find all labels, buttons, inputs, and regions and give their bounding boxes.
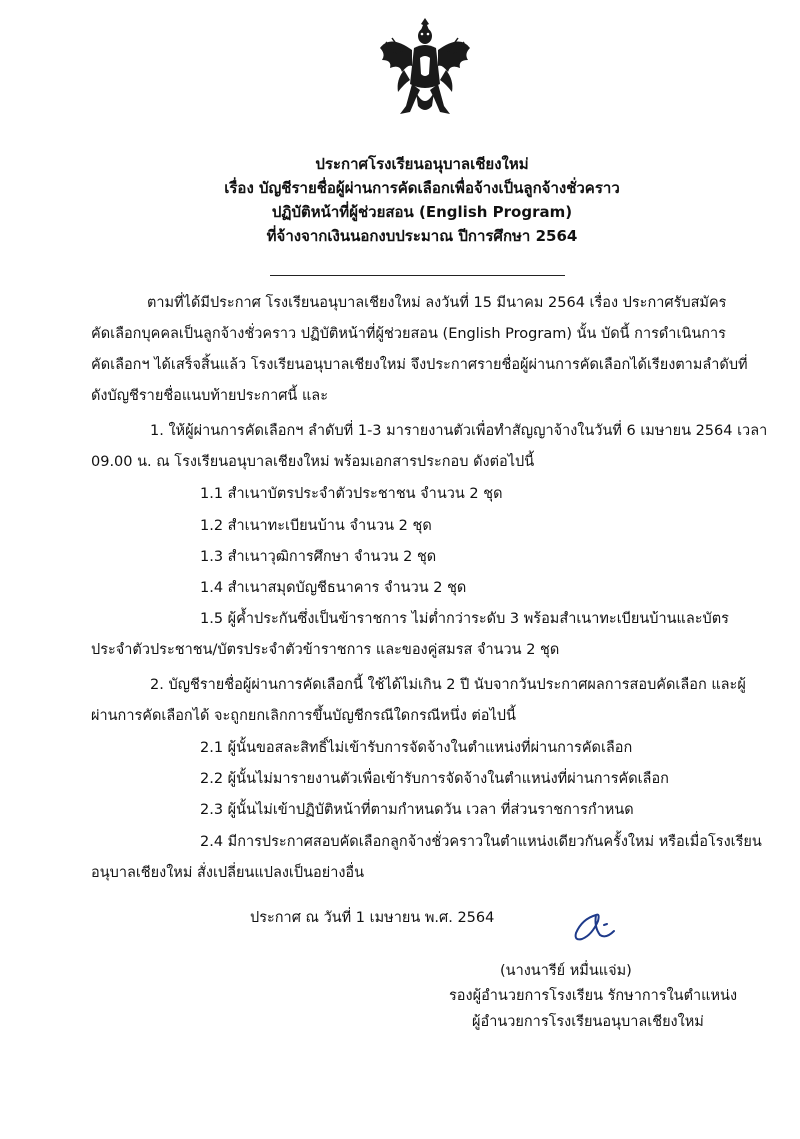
announce-date: ประกาศ ณ วันที่ 1 เมษายน พ.ศ. 2564 (250, 910, 495, 926)
header-title: ประกาศโรงเรียนอนุบาลเชียงใหม่ (315, 155, 529, 173)
cancellation-case: 2.3 ผู้นั้นไม่เข้าปฏิบัติหน้าที่ตามกำหนดวัน เวลา ที่ส่วนราชการกำหนด (200, 802, 634, 818)
header-budget-year: ที่จ้างจากเงินนอกงบประมาณ ปีการศึกษา 2564 (266, 227, 578, 245)
item2-line: ผ่านการคัดเลือกได้ จะถูกยกเลิกการขึ้นบัญชีกรณีใดกรณีหนึ่ง ต่อไปนี้ (91, 708, 516, 724)
intro-line: คัดเลือกบุคคลเป็นลูกจ้างชั่วคราว ปฏิบัติหน้าที่ผู้ช่วยสอน (English Program) นั้น บัดนี้ การดำเนินการ (91, 326, 726, 342)
header-position: ปฏิบัติหน้าที่ผู้ช่วยสอน (English Program) (271, 203, 573, 221)
signer-name: (นางนารีย์ หมื่นแจ่ม) (500, 963, 632, 979)
intro-line: ตามที่ได้มีประกาศ โรงเรียนอนุบาลเชียงใหม่ ลงวันที่ 15 มีนาคม 2564 เรื่อง ประกาศรับสมัคร (147, 295, 727, 311)
item2-line: 2. บัญชีรายชื่อผู้ผ่านการคัดเลือกนี้ ใช้ได้ไม่เกิน 2 ปี นับจากวันประกาศผลการสอบคัดเลือก และผู้ (150, 677, 746, 693)
document-item: 1.1 สำเนาบัตรประจำตัวประชาชน จำนวน 2 ชุด (200, 486, 503, 502)
handwritten-signature (566, 905, 626, 951)
announcement-header (0, 152, 800, 248)
document-item: 1.2 สำเนาทะเบียนบ้าน จำนวน 2 ชุด (200, 518, 432, 534)
intro-line: คัดเลือกฯ ได้เสร็จสิ้นแล้ว โรงเรียนอนุบาลเชียงใหม่ จึงประกาศรายชื่อผู้ผ่านการคัดเลือกได้เรียงตามลำดับที่ (91, 357, 748, 373)
cancellation-case: 2.4 มีการประกาศสอบคัดเลือกลูกจ้างชั่วคราวในตำแหน่งเดียวกันครั้งใหม่ หรือเมื่อโรงเรียน (200, 834, 762, 850)
header-subject: เรื่อง บัญชีรายชื่อผู้ผ่านการคัดเลือกเพื่อจ้างเป็นลูกจ้างชั่วคราว (224, 179, 620, 197)
signer-position: รองผู้อำนวยการโรงเรียน รักษาการในตำแหน่ง (449, 988, 738, 1004)
cancellation-case: อนุบาลเชียงใหม่ สั่งเปลี่ยนแปลงเป็นอย่างอื่น (91, 865, 365, 881)
item1-line: 09.00 น. ณ โรงเรียนอนุบาลเชียงใหม่ พร้อมเอกสารประกอบ ดังต่อไปนี้ (91, 454, 535, 470)
document-item: 1.3 สำเนาวุฒิการศึกษา จำนวน 2 ชุด (200, 549, 437, 565)
cancellation-case: 2.2 ผู้นั้นไม่มารายงานตัวเพื่อเข้ารับการจัดจ้างในตำแหน่งที่ผ่านการคัดเลือก (200, 771, 669, 787)
garuda-emblem-icon (376, 14, 474, 124)
intro-line: ดังบัญชีรายชื่อแนบท้ายประกาศนี้ และ (91, 388, 328, 404)
signer-position: ผู้อำนวยการโรงเรียนอนุบาลเชียงใหม่ (472, 1014, 704, 1030)
item1-line: 1. ให้ผู้ผ่านการคัดเลือกฯ ลำดับที่ 1-3 มารายงานตัวเพื่อทำสัญญาจ้างในวันที่ 6 เมษายน 2564 เวลา (150, 423, 768, 439)
document-item: 1.5 ผู้ค้ำประกันซึ่งเป็นข้าราชการ ไม่ต่ำกว่าระดับ 3 พร้อมสำเนาทะเบียนบ้านและบัตร (200, 611, 729, 627)
document-item: ประจำตัวประชาชน/บัตรประจำตัวข้าราชการ และของคู่สมรส จำนวน 2 ชุด (91, 642, 560, 658)
header-divider (270, 275, 565, 276)
document-item: 1.4 สำเนาสมุดบัญชีธนาคาร จำนวน 2 ชุด (200, 580, 467, 596)
cancellation-case: 2.1 ผู้นั้นขอสละสิทธิ์ไม่เข้ารับการจัดจ้างในตำแหน่งที่ผ่านการคัดเลือก (200, 740, 633, 756)
